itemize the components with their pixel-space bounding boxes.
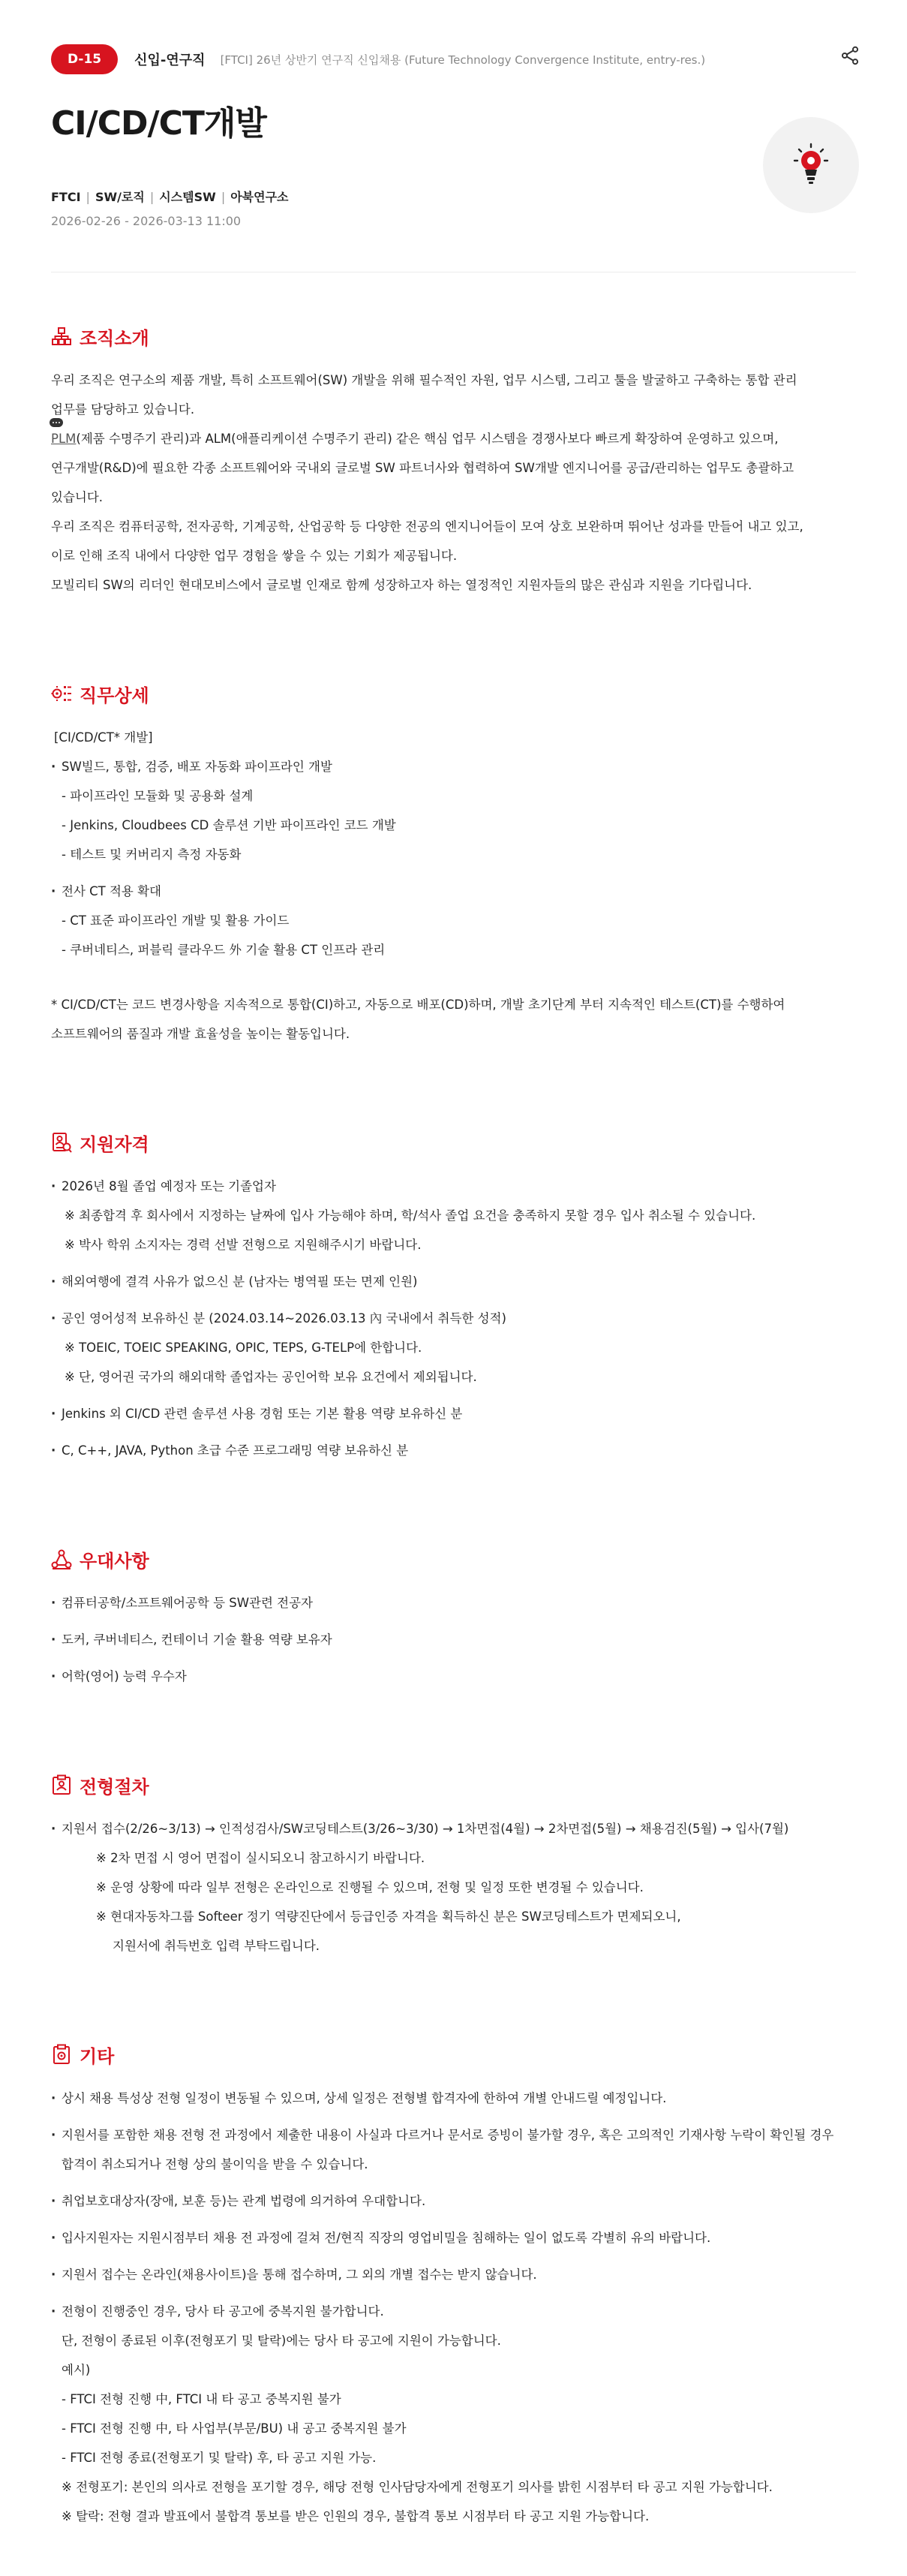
duty-group-2-item: - CT 표준 파이프라인 개발 및 활용 가이드 — [62, 913, 290, 928]
plm-link[interactable] — [51, 432, 76, 446]
qualification-item: · 공인 영어성적 보유하신 분 (2024.03.14~2026.03.13 內 국내에서 취득한 성적) — [51, 1304, 856, 1333]
org-paragraph-3a: 우리 조직은 컴퓨터공학, 전자공학, 기계공학, 산업공학 등 다양한 전공의 엔지니어들이 모여 상호 보완하며 뛰어난 성과를 만들어 내고 있고, — [51, 519, 803, 534]
org-description — [51, 366, 856, 600]
section-process-title: 전형절차 — [80, 1776, 149, 1798]
posting-header-row — [51, 44, 856, 75]
more-dots-icon — [50, 418, 63, 427]
section-duty-title: 직무상세 — [80, 685, 149, 706]
duty-note-line-2: 소프트웨어의 품질과 개발 효율성을 높이는 활동입니다. — [51, 1027, 350, 1041]
etc-item: · 지원서를 포함한 채용 전형 전 과정에서 제출한 내용이 사실과 다르거나 문서로 증빙이 불가할 경우, 혹은 고의적인 기재사항 누락이 확인될 경우 — [51, 2120, 856, 2150]
org-paragraph-2b: 연구개발(R&D)에 필요한 각종 소프트웨어와 국내외 글로벌 SW 파트너사와 협력하여 SW개발 엔지니어를 공급/관리하는 업무도 총괄하고 — [51, 461, 794, 475]
dday-badge: D-15 — [51, 44, 118, 74]
duty-group-2: · 전사 CT 적용 확대 — [51, 877, 856, 906]
etc-item-detail: - FTCI 전형 종료(전형포기 및 탈락) 후, 타 공고 지원 가능. — [62, 2451, 377, 2465]
lightbulb-gear-icon — [790, 141, 832, 189]
qualification-item: · C, C++, JAVA, Python 초급 수준 프로그래밍 역량 보유하신 분 — [51, 1436, 856, 1465]
plm-link-text[interactable]: PLM — [51, 432, 77, 446]
etc-item: · 상시 채용 특성상 전형 일정이 변동될 수 있으며, 상세 일정은 전형별 합격자에 한하여 개별 안내드릴 예정입니다. — [51, 2084, 856, 2113]
duty-group-1-item: - Jenkins, Cloudbees CD 솔루션 기반 파이프라인 코드 개발 — [62, 818, 396, 832]
section-org-header — [51, 325, 856, 348]
org-paragraph-2a-text: (제품 수명주기 관리)과 ALM(애플리케이션 수명주기 관리) 같은 핵심 업무 시스템을 경쟁사보다 빠르게 확장하여 운영하고 있으며, — [76, 432, 779, 446]
section-etc-title: 기타 — [80, 2045, 115, 2067]
section-process — [51, 1774, 856, 1961]
section-duty-header — [51, 682, 856, 705]
section-etc-header — [51, 2043, 856, 2066]
duty-group-1: · SW빌드, 통합, 검증, 배포 자동화 파이프라인 개발 — [51, 752, 856, 781]
etc-item-detail: - FTCI 전형 진행 中, 타 사업부(부문/BU) 내 공고 중복지원 불가 — [62, 2421, 407, 2436]
section-qualification-header — [51, 1131, 856, 1154]
section-etc — [51, 2043, 856, 2531]
qualification-sub-note: ※ TOEIC, TOEIC SPEAKING, OPIC, TEPS, G-TELP에 한합니다. — [65, 1341, 422, 1355]
process-steps: · 지원서 접수(2/26~3/13) → 인적성검사/SW코딩테스트(3/26~3/30) → 1차면접(4월) → 2차면접(5월) → 채용검진(5월) → 입사(7월) — [51, 1814, 856, 1843]
qualification-sub-note: ※ 박사 학위 소지자는 경력 선발 전형으로 지원해주시기 바랍니다. — [65, 1238, 422, 1252]
notice-title: [FTCI] 26년 상반기 연구직 신입채용 (Future Technology Convergence Institute, entry-res.) — [220, 53, 706, 67]
org-paragraph-1: 우리 조직은 연구소의 제품 개발, 특히 소프트웨어(SW) 개발을 위해 필수적인 자원, 업무 시스템, 그리고 툴을 발굴하고 구축하는 통합 관리 — [51, 373, 797, 387]
section-preference — [51, 1548, 856, 1691]
job-logo — [763, 117, 859, 213]
qualification-sub-note: ※ 최종합격 후 회사에서 지정하는 날짜에 입사 가능해야 하며, 학/석사 졸업 요건을 충족하지 못할 경우 입사 취소될 수 있습니다. — [65, 1208, 756, 1223]
task-list-icon — [51, 683, 72, 704]
org-paragraph-2a — [51, 424, 856, 453]
process-note: ※ 2차 면접 시 영어 면접이 실시되오니 참고하시기 바랍니다. — [96, 1851, 425, 1865]
section-qualification — [51, 1131, 856, 1465]
etc-item: · 지원서 접수는 온라인(채용사이트)을 통해 접수하며, 그 외의 개별 접수는 받지 않습니다. — [51, 2260, 856, 2289]
duty-group-1-item: - 테스트 및 커버리지 측정 자동화 — [62, 847, 242, 862]
section-process-header — [51, 1774, 856, 1796]
tag-area: 시스템SW — [159, 190, 216, 204]
posting-period: 2026-02-26 - 2026-03-13 11:00 — [51, 214, 242, 228]
etc-item-detail: 단, 전형이 종료된 이후(전형포기 및 탈락)에는 당사 타 공고에 지원이 가능합니다. — [62, 2334, 501, 2348]
etc-item-detail: ※ 탈락: 전형 결과 발표에서 불합격 통보를 받은 인원의 경우, 불합격 통보 시점부터 타 공고 지원 가능합니다. — [62, 2509, 650, 2523]
share-icon[interactable] — [839, 45, 860, 66]
org-paragraph-3b: 이로 인해 조직 내에서 다양한 업무 경험을 쌓을 수 있는 기회가 제공됩니다. — [51, 549, 458, 563]
job-title: CI/CD/CT개발 — [51, 104, 266, 143]
settings-doc-icon — [51, 2044, 72, 2065]
duty-note-line-1: * CI/CD/CT는 코드 변경사항을 지속적으로 통합(CI)하고, 자동으로 배포(CD)하며, 개발 초기단계 부터 지속적인 테스트(CT)를 수행하여 — [51, 998, 785, 1012]
section-preference-title: 우대사항 — [80, 1550, 149, 1572]
org-paragraph-2c: 있습니다. — [51, 490, 104, 504]
duty-heading: [CI/CD/CT* 개발] — [54, 730, 153, 745]
etc-item: · 전형이 진행중인 경우, 당사 타 공고에 중복지원 불가합니다. — [51, 2297, 856, 2326]
category-label: 신입-연구직 — [134, 53, 206, 68]
network-icon — [51, 1548, 72, 1569]
duty-group-1-item: - 파이프라인 모듈화 및 공용화 설계 — [62, 789, 254, 803]
etc-item: · 취업보호대상자(장애, 보훈 등)는 관계 법령에 의거하여 우대합니다. — [51, 2186, 856, 2216]
qualification-item: · Jenkins 외 CI/CD 관련 솔루션 사용 경험 또는 기본 활용 역량 보유하신 분 — [51, 1399, 856, 1428]
tag-org: FTCI — [51, 190, 81, 204]
section-duty — [51, 682, 856, 1049]
qualification-item: · 2026년 8월 졸업 예정자 또는 기졸업자 — [51, 1172, 856, 1201]
process-note: ※ 현대자동차그룹 Softeer 정기 역량진단에서 등급인증 자격을 획득하신 분은 SW코딩테스트가 면제되오니, — [96, 1909, 681, 1924]
section-preference-header — [51, 1548, 856, 1570]
preference-item: · 컴퓨터공학/소프트웨어공학 등 SW관련 전공자 — [51, 1588, 856, 1618]
etc-item-detail: 예시) — [62, 2363, 91, 2377]
process-note: ※ 운영 상황에 따라 일부 전형은 온라인으로 진행될 수 있으며, 전형 및 일정 또한 변경될 수 있습니다. — [96, 1880, 644, 1894]
process-note-continued: 지원서에 취득번호 입력 부탁드립니다. — [113, 1939, 320, 1953]
job-tags: FTCI | SW/로직 | 시스템SW | 아북연구소 — [51, 190, 289, 204]
preference-item: · 어학(영어) 능력 우수자 — [51, 1662, 856, 1691]
section-org-title: 조직소개 — [80, 327, 149, 349]
etc-item-continued: 합격이 취소되거나 전형 상의 불이익을 받을 수 있습니다. — [62, 2157, 368, 2171]
section-org — [51, 325, 856, 600]
qualification-item: · 해외여행에 결격 사유가 없으신 분 (남자는 병역필 또는 면제 인원) — [51, 1267, 856, 1296]
duty-group-2-item: - 쿠버네티스, 퍼블릭 클라우드 外 기술 활용 CT 인프라 관리 — [62, 943, 386, 957]
qualification-sub-note: ※ 단, 영어권 국가의 해외대학 졸업자는 공인어학 보유 요건에서 제외됩니다. — [65, 1370, 477, 1384]
org-paragraph-1b: 업무를 담당하고 있습니다. — [51, 402, 195, 417]
clipboard-person-icon — [51, 1774, 72, 1795]
etc-item: · 입사지원자는 지원시점부터 채용 전 과정에 걸쳐 전/현직 직장의 영업비밀을 침해하는 일이 없도록 각별히 유의 바랍니다. — [51, 2223, 856, 2252]
etc-item-detail: - FTCI 전형 진행 中, FTCI 내 타 공고 중복지원 불가 — [62, 2392, 341, 2406]
section-qualification-title: 지원자격 — [80, 1133, 149, 1155]
tag-field: SW/로직 — [95, 190, 145, 204]
preference-item: · 도커, 쿠버네티스, 컨테이너 기술 활용 역량 보유자 — [51, 1625, 856, 1654]
etc-item-detail: ※ 전형포기: 본인의 의사로 전형을 포기할 경우, 해당 전형 인사담당자에게 전형포기 의사를 밝힌 시점부터 타 공고 지원 가능합니다. — [62, 2480, 773, 2494]
org-paragraph-4: 모빌리티 SW의 리더인 현대모비스에서 글로벌 인재로 함께 성장하고자 하는 열정적인 지원자들의 많은 관심과 지원을 기다립니다. — [51, 578, 752, 592]
tag-location: 아북연구소 — [230, 190, 289, 204]
resume-icon — [51, 1132, 72, 1153]
org-chart-icon — [51, 326, 72, 347]
